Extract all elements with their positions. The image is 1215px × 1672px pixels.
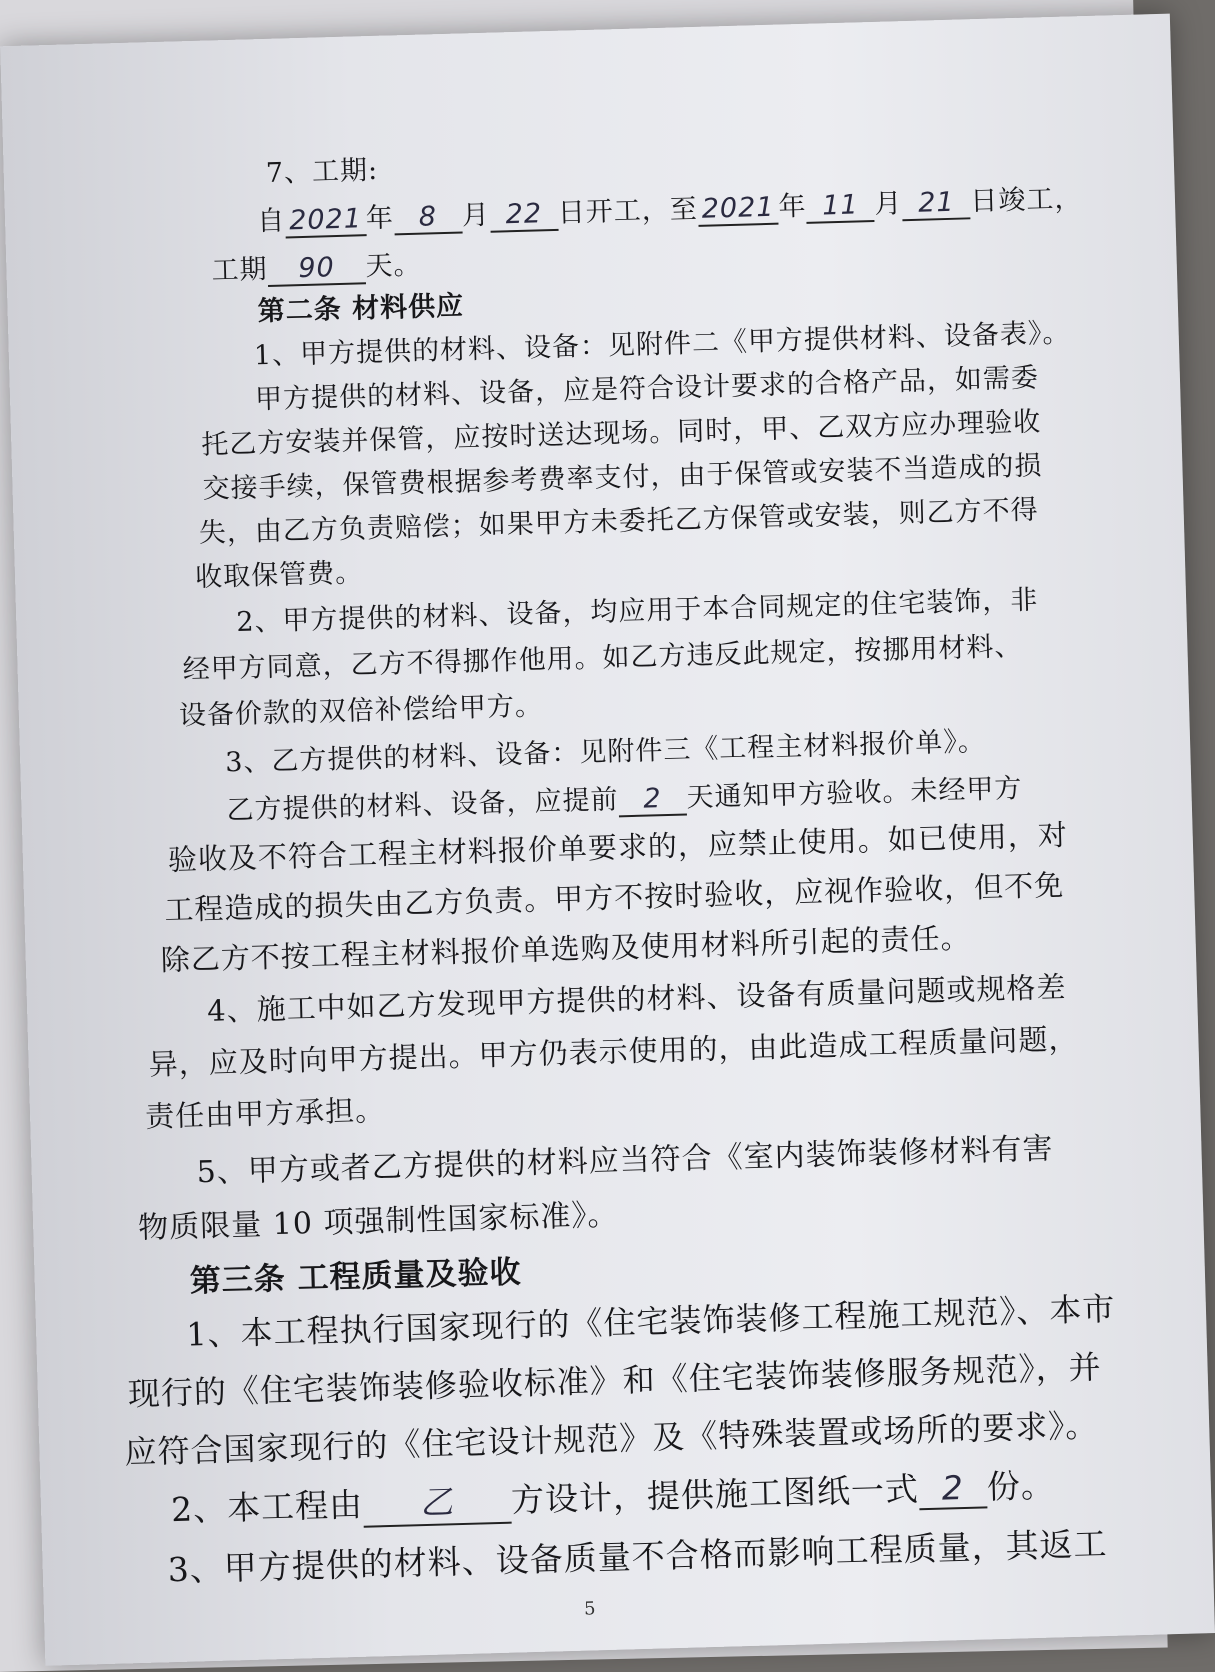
article3-line: 现行的《住宅装饰装修验收标准》和《住宅装饰装修服务规范》，并 [127,1348,1103,1414]
advance-days: 2 [618,782,687,817]
article2-line: 5、甲方或者乙方提供的材料应当符合《室内装饰装修材料有害 [196,1131,1055,1191]
article2-line: 托乙方安装并保管，应按时送达现场。同时，甲、乙双方应办理验收 [201,406,1042,461]
design-post-text: 方设计，提供施工图纸一式 [510,1469,920,1520]
design-line [170,1459,1055,1533]
drawing-copies: 2 [918,1467,987,1510]
end-day: 21 [902,186,971,221]
duration-value: 90 [267,251,366,287]
design-pre-text: 2、本工程由 [170,1484,364,1530]
completion-text: 日竣工， [969,183,1083,218]
start-year: 2021 [285,203,367,238]
end-month: 11 [806,189,875,224]
section7-dates [257,176,1083,239]
article3-line: 应符合国家现行的《住宅设计规范》及《特殊装置或场所的要求》。 [124,1406,1099,1472]
article3-line: 1、本工程执行国家现行的《住宅装饰装修工程施工规范》、本市 [185,1289,1116,1354]
article2-line: 责任由甲方承担。 [144,1093,386,1134]
article2-line: 异，应及时向甲方提出。甲方仍表示使用的，由此造成工程质量问题， [148,1021,1079,1082]
year-text: 年 [778,190,807,223]
copies-unit: 份。 [986,1465,1056,1507]
duration-unit: 天。 [365,249,422,283]
article2-line: 失，由乙方负责赔偿；如果甲方未委托乙方保管或安装，则乙方不得 [198,494,1040,549]
contract-page [0,14,1215,1666]
month-text: 月 [461,199,491,232]
article3-title [189,1246,522,1300]
article2-line: 经甲方同意，乙方不得挪作他用。如乙方违反此规定，按挪用材料、 [182,631,1023,686]
page-number: 5 [583,1598,596,1620]
page-text [0,14,1215,1666]
article2-line: 甲方提供的材料、设备，应是符合设计要求的合格产品，如需委 [254,362,1040,416]
start-month: 8 [393,201,462,236]
article2-line: 3、乙方提供的材料、设备：见附件三《工程主材料报价单》。 [224,726,987,779]
article2-line: 交接手续，保管费根据参考费率支付，由于保管或安装不当造成的损 [202,450,1043,505]
article2-line: 设备价款的双倍补偿给甲方。 [178,690,544,732]
start-day: 22 [489,198,558,233]
article2-line: 收取保管费。 [194,557,364,594]
article2-line: 除乙方不按工程主材料报价单选购及使用材料所引起的责任。 [160,920,971,978]
month-text: 月 [873,188,903,220]
article-title-text: 第三条 工程质量及验收 [189,1254,522,1300]
article2-line: 工程造成的损失由乙方负责。甲方不按时验收，应视作验收，但不免 [163,867,1065,928]
duration-label: 工期 [211,253,268,287]
article2-line: 4、施工中如乙方发现甲方提供的材料、设备有质量问题或规格差 [206,969,1067,1028]
design-party: 乙 [362,1475,511,1528]
advance-post-text: 天通知甲方验收。未经甲方 [686,773,1023,814]
section7-duration [211,243,422,289]
end-year: 2021 [697,192,779,227]
year-text: 年 [365,202,395,235]
article-title-text: 第二条 材料供应 [257,290,465,328]
article2-line: 物质限量 10 项强制性国家标准》。 [137,1197,619,1246]
start-work-text: 日开工，至 [557,193,699,229]
heading-text: 7、工期: [265,154,379,189]
article2-line: 2、甲方提供的材料、设备，均应用于本合同规定的住宅装饰，非 [235,584,1039,638]
article2-line: 1、甲方提供的材料、设备：见附件二《甲方提供材料、设备表》。 [253,317,1071,372]
advance-pre-text: 乙方提供的材料、设备，应提前 [226,784,619,827]
from-text: 自 [256,205,286,238]
section7-heading [265,148,378,190]
article2-title [257,283,464,328]
article2-line: 验收及不符合工程主材料报价单要求的，应禁止使用。如已使用，对 [167,817,1069,877]
article3-line: 3、甲方提供的材料、设备质量不合格而影响工程质量，其返工 [167,1524,1109,1590]
